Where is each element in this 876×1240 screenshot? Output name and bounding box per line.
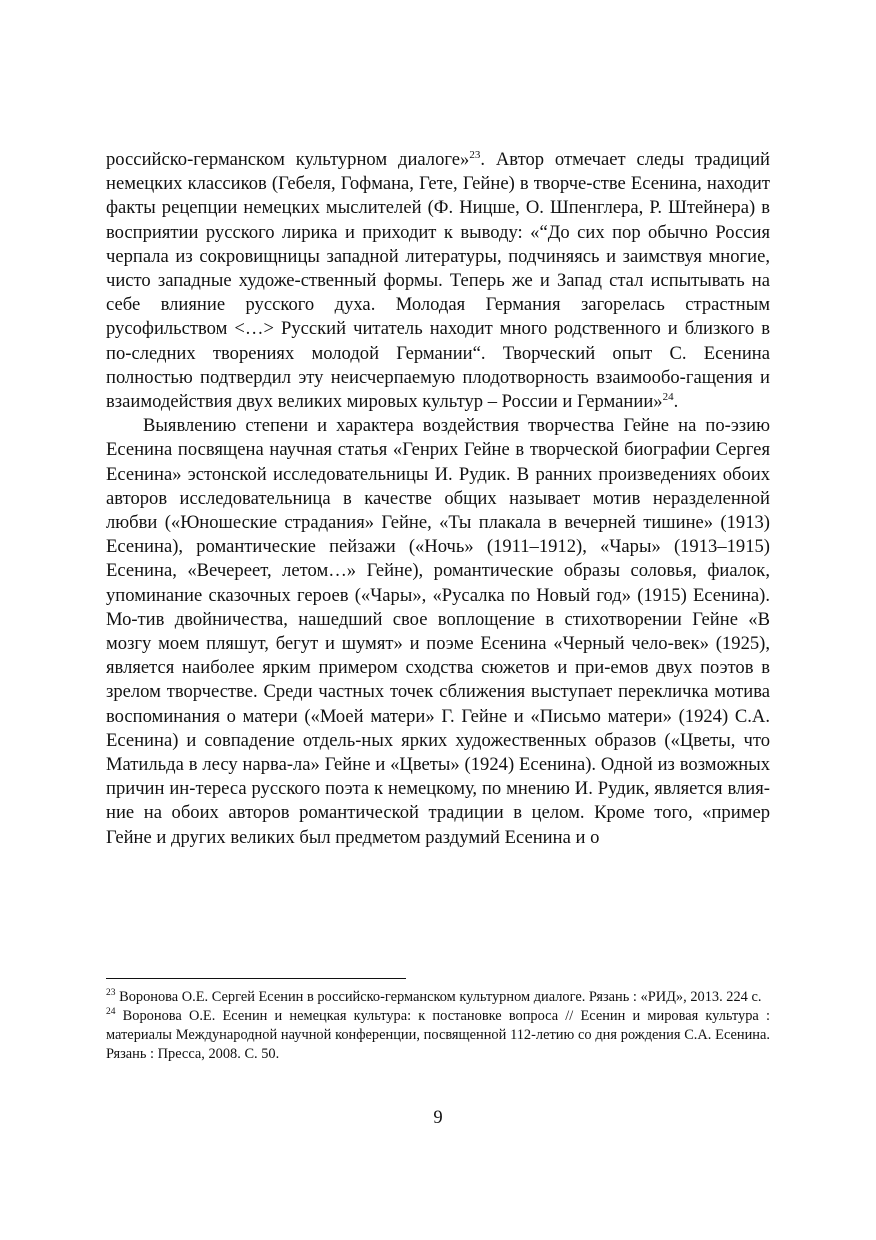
footnote-number: 23: [106, 988, 116, 999]
footnote-ref-23[interactable]: 23: [469, 148, 481, 161]
page-number: 9: [433, 1107, 443, 1128]
paragraph-1-text-main: . Автор отмечает следы традиций немецких классиков (Гебеля, Гофмана, Гете, Гейне) в творче-стве Есенина, находит факты рецепции немецких мыслителей (Ф. Ницше, О. Шпенглера, Р. Штейнера) в восприятии русского лирика и приходит к выводу: «“До сих пор обычно Россия черпала из сокровищницы западной литературы, подчиняясь и заимствуя многие, чисто западные художе-ственный формы. Теперь же и Запад стал испытывать на себе влияние русского духа. Молодая Германия загорелась страстным русофильством <…> Русский читатель находит много родственного и близкого в по-следних творениях молодой Германии“. Творческий опыт С. Есенина полностью подтвердил эту неисчерпаемую плодотворность взаимообо-гащения и взаимодействия двух великих мировых культур – России и Германии»: [106, 149, 770, 413]
footnote-text: Воронова О.Е. Сергей Есенин в российско-германском культурном диалоге. Рязань : «РИД», 2013. 224 с.: [115, 989, 762, 1005]
paragraph-2: Выявлению степени и характера воздействия творчества Гейне на по-эзию Есенина посвящена научная статья «Генрих Гейне в творческой биографии Сергея Есенина» эстонской исследовательницы И. Рудик. В ранних произведениях обоих авторов исследовательница в качестве общих называет мотив неразделенной любви («Юношеские страдания» Гейне, «Ты плакала в вечерней тишине» (1913) Есенина), романтические пейзажи («Ночь» (1911–1912), «Чары» (1913–1915) Есенина, «Вечереет, летом…» Гейне), романтические образы соловья, фиалок, упоминание сказочных героев («Чары», «Русалка по Новый год» (1915) Есенина). Мо-тив двойничества, нашедший свое воплощение в стихотворении Гейне «В мозгу моем пляшут, бегут и шумят» и поэме Есенина «Черный чело-век» (1925), является наиболее ярким примером сходства сюжетов и при-емов двух поэтов в зрелом творчестве. Среди частных точек сближения выступает перекличка мотива воспоминания о матери («Моей матери» Г. Гейне и «Письмо матери» (1924) С.А. Есенина) и совпадение отдель-ных ярких художественных образов («Цветы, что Матильда в лесу нарва-ла» Гейне и «Цветы» (1924) Есенина). Одной из возможных причин ин-тереса русского поэта к немецкому, по мнению И. Рудик, является влия-ние на обоих авторов романтической традиции в целом. Кроме того, «пример Гейне и других великих был предметом раздумий Есенина и о: [106, 415, 770, 848]
footnote-text: Воронова О.Е. Есенин и немецкая культура: к постановке вопроса // Есенин и мировая культура : материалы Международной научной конференции, посвященной 112-летию со дня рождения С.А. Есенина. Рязань : Пресса, 2008. С. 50.: [106, 1008, 770, 1062]
footnotes-section: [106, 988, 770, 1064]
footnote-number: 24: [106, 1007, 116, 1018]
paragraph-1-text-end: .: [673, 391, 679, 413]
footnote-23: [106, 988, 770, 1007]
main-text: [106, 148, 770, 850]
paragraph-1: [106, 148, 770, 414]
paragraph-1-text-start: российско-германском культурном диалоге»: [106, 149, 470, 170]
footnote-24: [106, 1007, 770, 1064]
footnote-ref-24[interactable]: 24: [662, 390, 674, 403]
footnote-divider: [106, 978, 406, 979]
